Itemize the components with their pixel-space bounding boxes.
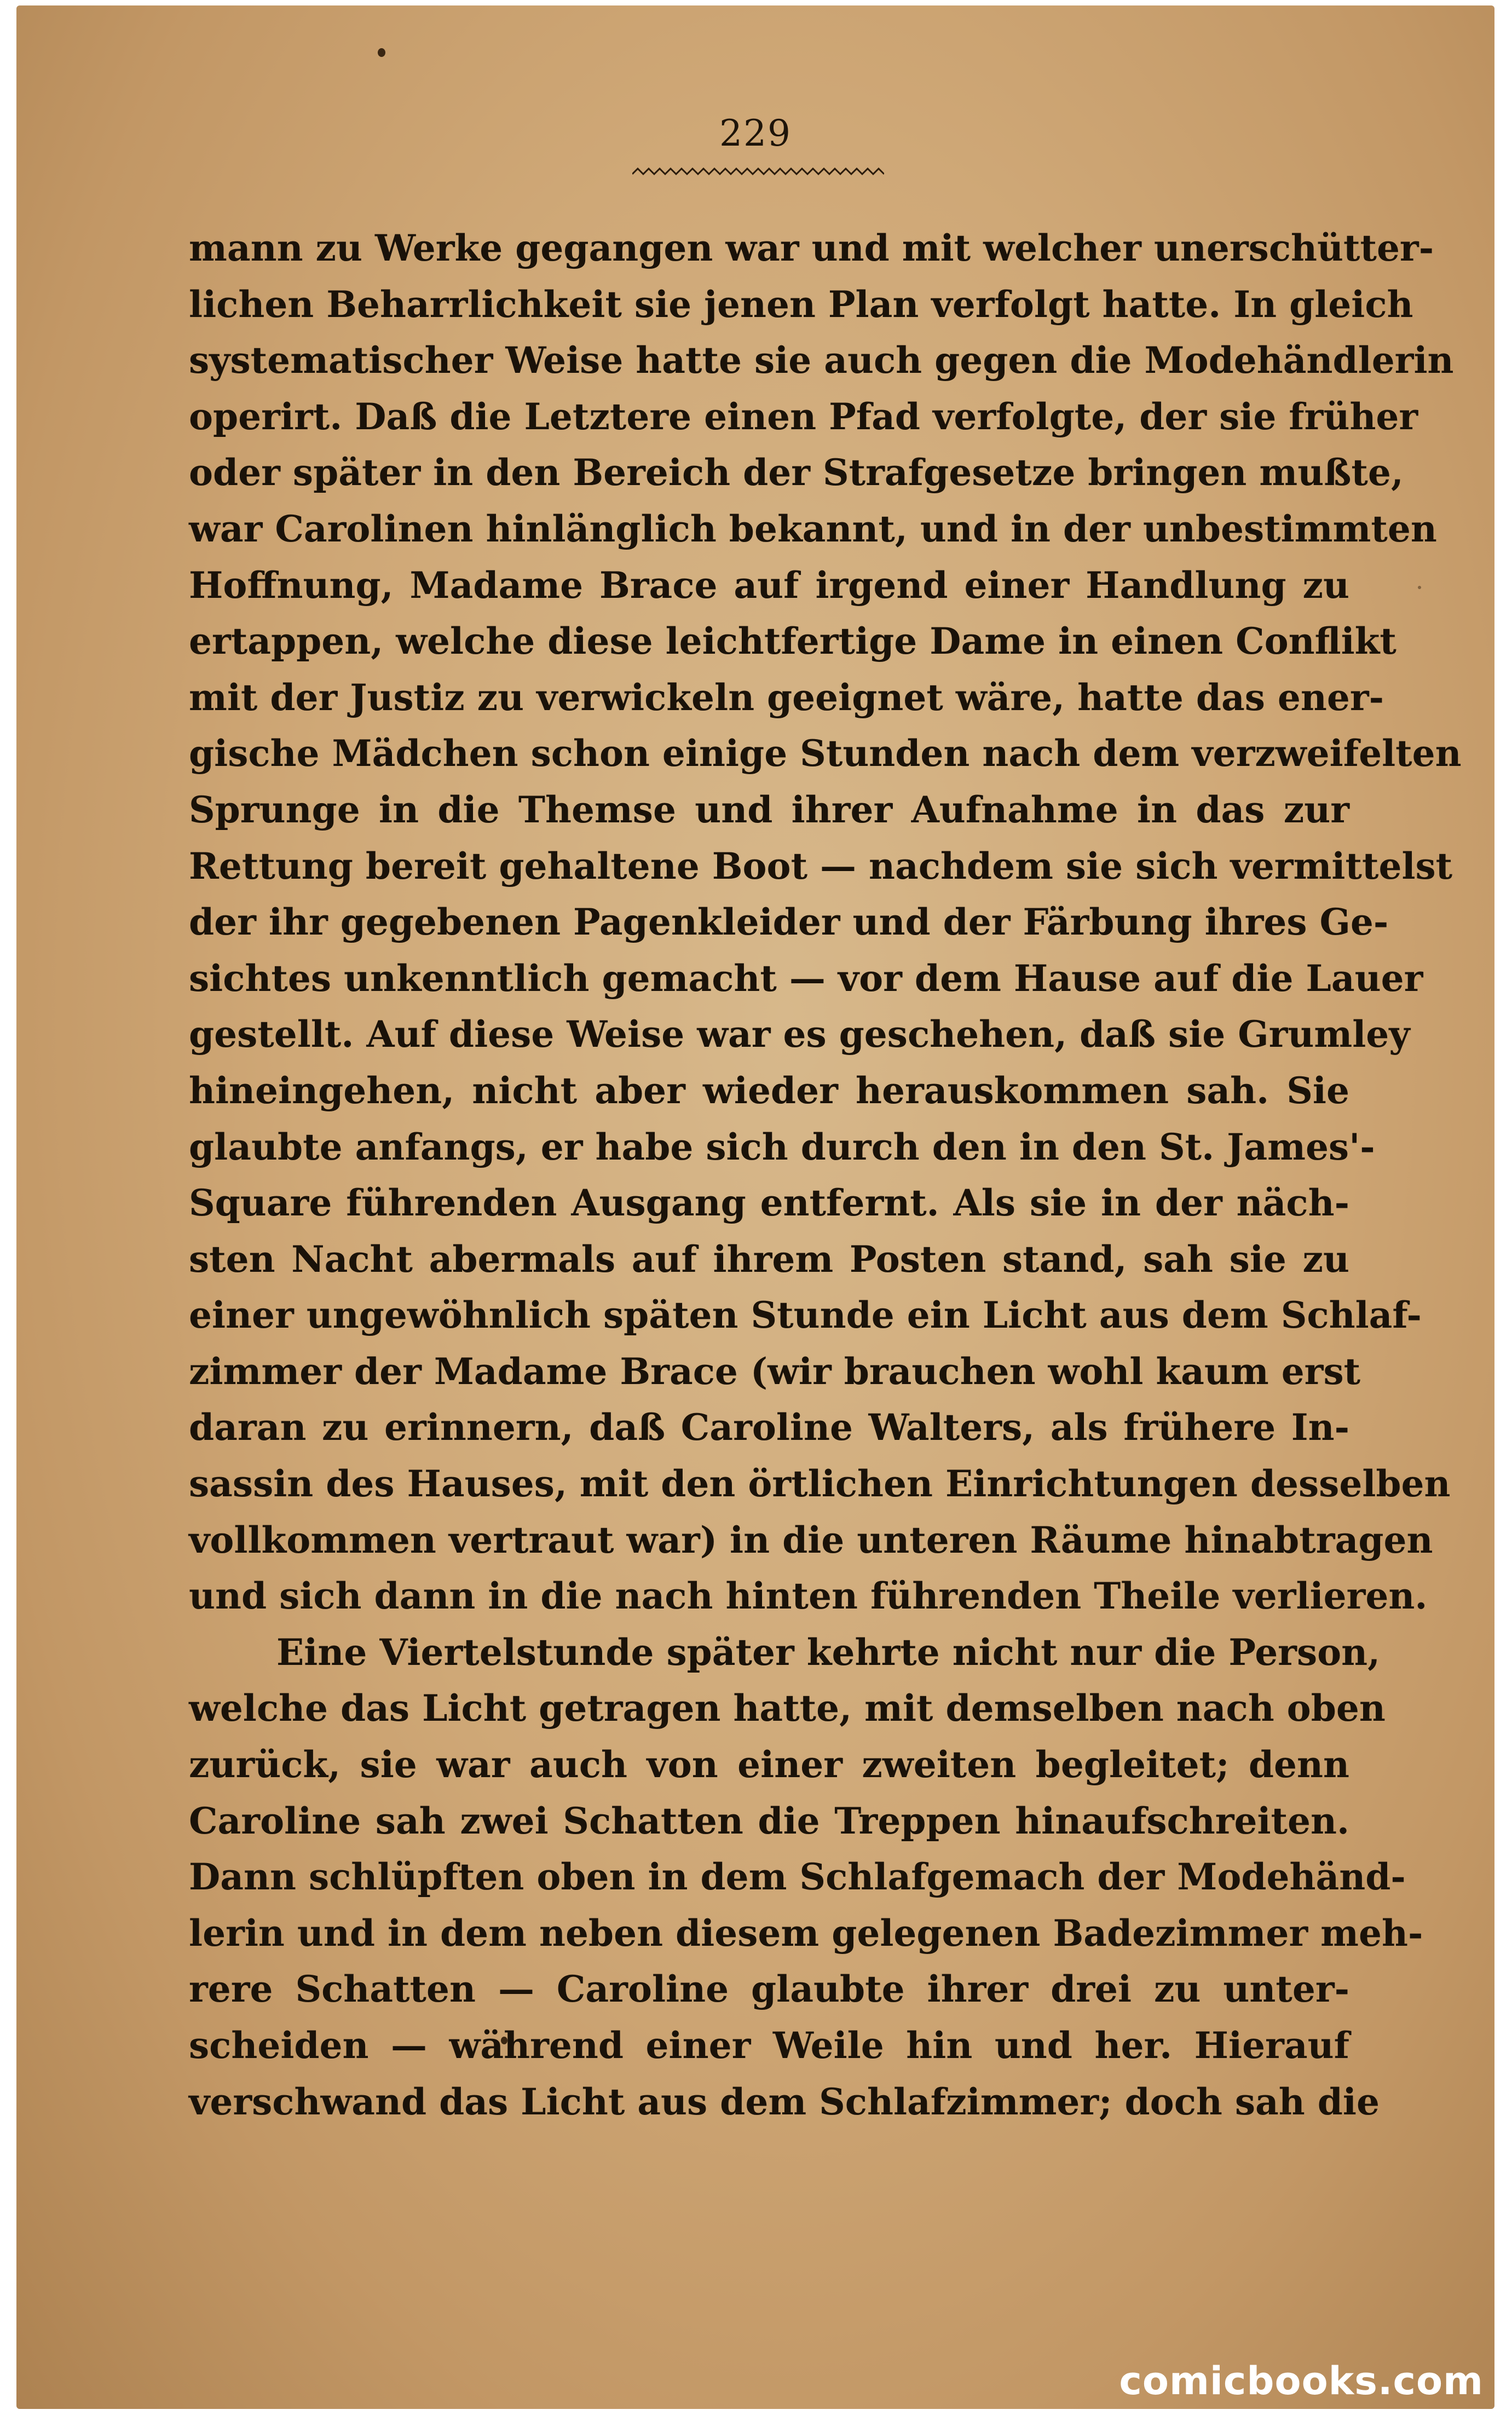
text-line: daran zu erinnern, daß Caroline Walters, als frühere In- bbox=[189, 1406, 1349, 1449]
book-page bbox=[16, 5, 1494, 2409]
paragraph-end-line: und sich dann in die nach hinten führenden Theile verlieren. bbox=[189, 1575, 1428, 1618]
paper-speck bbox=[1418, 586, 1421, 589]
text-line: Sprunge in die Themse und ihrer Aufnahme in das zur bbox=[189, 788, 1349, 831]
text-line: gische Mädchen schon einige Stunden nach dem verzweifelten bbox=[189, 732, 1462, 775]
text-line: systematischer Weise hatte sie auch gegen die Modehändlerin bbox=[189, 339, 1454, 382]
text-line: mann zu Werke gegangen war und mit welcher unerschütter- bbox=[189, 227, 1434, 269]
text-line: ertappen, welche diese leichtfertige Dame in einen Conflikt bbox=[189, 620, 1396, 663]
text-line: Hoffnung, Madame Brace auf irgend einer Handlung zu bbox=[189, 563, 1349, 607]
body-text bbox=[189, 220, 1462, 2130]
text-line: verschwand das Licht aus dem Schlafzimmer; doch sah die bbox=[189, 2080, 1380, 2123]
text-line: lerin und in dem neben diesem gelegenen Badezimmer meh- bbox=[189, 1911, 1423, 1955]
text-line: zurück, sie war auch von einer zweiten begleitet; denn bbox=[189, 1743, 1349, 1786]
text-line: Square führenden Ausgang entfernt. Als sie in der näch- bbox=[189, 1181, 1349, 1225]
text-line: oder später in den Bereich der Strafgesetze bringen mußte, bbox=[189, 451, 1404, 494]
text-line: vollkommen vertraut war) in die unteren Räume hinabtragen bbox=[189, 1518, 1433, 1561]
text-line: sassin des Hauses, mit den örtlichen Einrichtungen desselben bbox=[189, 1462, 1451, 1506]
page-number: 229 bbox=[719, 112, 792, 154]
text-line: Dann schlüpften oben in dem Schlafgemach der Modehänd- bbox=[189, 1855, 1406, 1899]
text-line: gestellt. Auf diese Weise war es geschehen, daß sie Grumley bbox=[189, 1013, 1410, 1056]
text-line: sten Nacht abermals auf ihrem Posten stand, sah sie zu bbox=[189, 1237, 1349, 1281]
text-line: sichtes unkenntlich gemacht — vor dem Hause auf die Lauer bbox=[189, 956, 1423, 1000]
text-line: Caroline sah zwei Schatten die Treppen hinaufschreiten. bbox=[189, 1799, 1349, 1842]
text-line: der ihr gegebenen Pagenkleider und der Färbung ihres Ge- bbox=[189, 901, 1389, 944]
text-line: operirt. Daß die Letztere einen Pfad verfolgte, der sie früher bbox=[189, 395, 1418, 438]
paper-speck bbox=[378, 48, 385, 57]
text-line: glaubte anfangs, er habe sich durch den in den St. James'- bbox=[189, 1125, 1375, 1168]
text-line: lichen Beharrlichkeit sie jenen Plan verfolgt hatte. In gleich bbox=[189, 283, 1413, 326]
text-line: welche das Licht getragen hatte, mit demselben nach oben bbox=[189, 1687, 1386, 1730]
text-line: zimmer der Madame Brace (wir brauchen wohl kaum erst bbox=[189, 1350, 1361, 1393]
text-line: rere Schatten — Caroline glaubte ihrer drei zu unter- bbox=[189, 1968, 1349, 2011]
ornament-divider bbox=[632, 164, 884, 178]
watermark: comicbooks.com bbox=[1119, 2359, 1484, 2403]
text-line: hineingehen, nicht aber wieder herauskommen sah. Sie bbox=[189, 1069, 1349, 1112]
text-line: war Carolinen hinlänglich bekannt, und in der unbestimmten bbox=[189, 507, 1437, 550]
text-line: scheiden — während einer Weile hin und her. Hierauf bbox=[189, 2024, 1349, 2067]
text-line: Rettung bereit gehaltene Boot — nachdem sie sich vermittelst bbox=[189, 844, 1453, 887]
text-line: einer ungewöhnlich späten Stunde ein Licht aus dem Schlaf- bbox=[189, 1294, 1422, 1337]
text-line: mit der Justiz zu verwickeln geeignet wäre, hatte das ener- bbox=[189, 676, 1384, 719]
paragraph-start-line: Eine Viertelstunde später kehrte nicht nur die Person, bbox=[276, 1630, 1381, 1674]
